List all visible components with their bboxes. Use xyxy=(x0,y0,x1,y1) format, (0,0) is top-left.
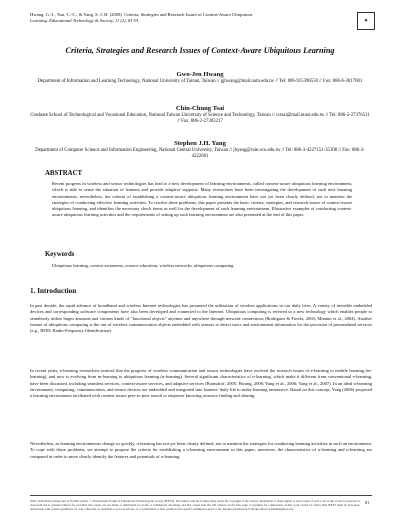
section-heading-introduction: 1. Introduction xyxy=(30,287,77,295)
abstract-heading: ABSTRACT xyxy=(45,170,83,177)
citation-line: Hwang, G.-J., Tsai, C.-C., & Yang, S. J. H. (2008). Criteria, Strategies and Research Issues of Context-Aware Ubiquitous xyxy=(30,12,253,17)
author-name: Gwo-Jen Hwang xyxy=(176,71,224,78)
author-affiliation: Graduate School of Technological and Vocational Education, National Taiwan University of Science and Technology, Taiwan // cctsai@mail.ntust.edu.tw // Tel: 886-2-27376511 // Fax: 886-2-27303217 xyxy=(30,113,370,125)
intro-paragraph-2: In recent years, e-learning researchers noticed that the progress of wireless communication and sensor technologies have evolved the research issues of e-learning to mobile learning (m-learning), and now is evolving from m-learning to ubiquitous learning (u-learning). Several significant characteristics of u-learning, which make it different from conventional e-learning, have been discussed, including seamless services, context-aware services, and adaptive services (Bomsdorf, 2005; Hwang, 2006; Yang et al., 2006; Yang et al., 2007). In an ideal u-learning environment, computing, communication, and sensor devices are embedded and integrated into learners' daily life to make learning immersive. Based on this concept, Yang (2006) proposed a learning environment facilitated with context-aware peer-to-peer search to empower knowing resource finding and sharing. xyxy=(30,368,372,398)
author-name: Stephen J.H. Yang xyxy=(174,140,226,147)
running-header xyxy=(30,12,375,30)
author-block-3 xyxy=(30,139,370,161)
intro-paragraph-3: Nevertheless, as learning environments change so quickly, u-learning has not yet been clearly defined, not to mention the strategies for conducting learning activities in such an environment. To cope with those problems, we attempt to propose the criteria for establishing a u-learning environment in this paper; moreover, the characteristics of u-learning and u-learning are compared in order to more clearly identify the features and potentials of u-learning. xyxy=(30,441,372,459)
author-name: Chin-Chung Tsai xyxy=(175,105,225,112)
journal-logo-icon: ✦ xyxy=(357,12,375,30)
author-block-1 xyxy=(30,70,370,85)
copyright-footer: ISSN 1436-4522 (online) and 1176-3647 (print). © International Forum of Educational Technology & Society (IFETS). The authors and the forum jointly retain the copyright of the articles. Permission to make digital or hard copies of part or all of this work for personal or classroom use is granted without fee provided that copies are not made or distributed for profit or commercial advantage and that copies bear the full citation on the first page. Copyrights for components of this work owned by others than IFETS must be honoured. Abstracting with credit is permitted. To copy otherwise, to republish, to post on servers, or to redistribute to lists, requires prior specific permission and/or a fee. Request permissions from the editors at kinshuk@ieee.org. xyxy=(30,499,360,511)
paper-title: Criteria, Strategies and Research Issues of Context-Aware Ubiquitous Learning xyxy=(65,46,335,55)
journal-line: Learning. Educational Technology & Society, 11 (2), 81-91. xyxy=(30,18,140,24)
abstract-text: Recent progress in wireless and sensor technologies has lead to a new development of learning environments, called context-aware ubiquitous learning environment, which is able to sense the situation of learners and provide adaptive supports. Many researchers have been investigating the development of such new learning environments; nevertheless, the criteria of establishing a context-aware ubiquitous learning environment have not yet been clearly defined, not to mention the strategies of conducting effective learning activities. To resolve these problems, this paper presents the basic criteria, strategies, and research issues of context-aware ubiquitous learning, and identifies the necessary check items as well for the development of such learning environment. Illustrative examples of conducting context-aware ubiquitous learning activities and the requirements of setting up such learning environment are also presented at the end of this paper. xyxy=(52,181,352,218)
citation-header xyxy=(30,12,353,24)
keywords-text: Ubiquitous learning, context awareness, science education, wireless networks, ubiquitous computing xyxy=(52,263,234,268)
keywords-heading: Keywords xyxy=(45,251,75,258)
footer-divider xyxy=(30,495,372,496)
author-affiliation: Department of Computer Science and Information Engineering, National Central University, Taiwan // jhyang@csie.ncu.edu.tw // Tel: 886-3-4227151-35308 // Fax: 886-3-4222681 xyxy=(35,148,365,160)
page-number: 81 xyxy=(365,500,370,505)
author-affiliation: Department of Information and Learning Technology, National University of Tainan, Taiwan // gjhwang@mail.nutn.edu.tw // Tel: 886-915396558 // Fax: 886-6-3017001 xyxy=(37,79,363,84)
author-block-2 xyxy=(30,104,370,126)
intro-paragraph-1: In past decade, the rapid advance of broadband and wireless Internet technologies has promoted the utilization of wireless applications in our daily lives. A variety of invisible embedded devices and corresponding software components have also been developed and connected to the Internet. Ubiquitous computing is referred to a new technology which enables people to seamlessly utilize huges amounts and various kinds of "functional objects" anytime and anywhere through network connections (Rodriguez & Favela, 2003; Minami et al., 2004). Another feature of ubiquitous computing is the use of wireless communication objects embedded with sensors to detect users and environment information for the provision of personalized services (e.g., RFID, Radio-Frequency Identification). xyxy=(30,303,372,333)
